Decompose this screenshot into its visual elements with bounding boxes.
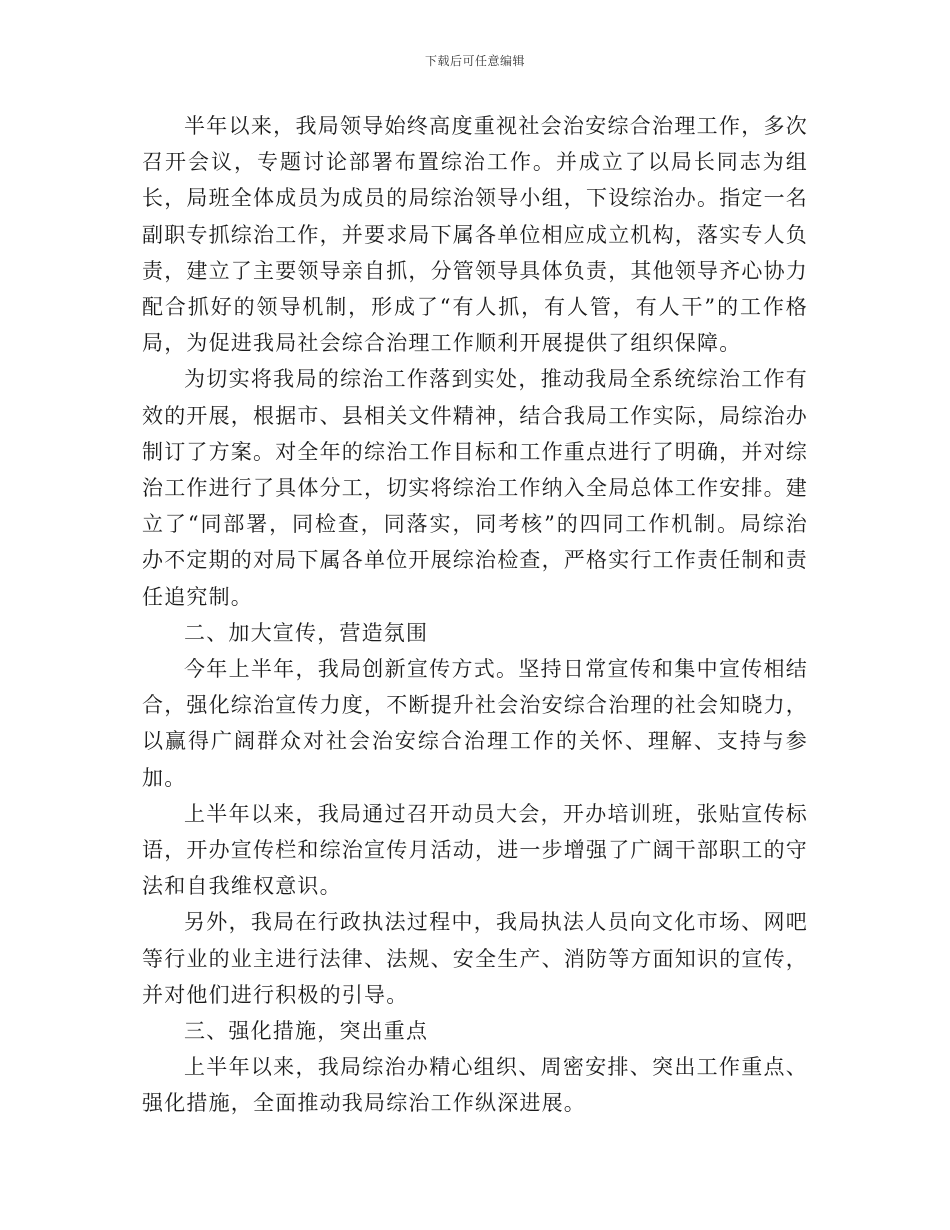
document-body — [142, 108, 808, 1122]
paragraph-6: 上半年以来，我局综治办精心组织、周密安排、突出工作重点、强化措施，全面推动我局综治工作纵深进展。 — [142, 1055, 808, 1116]
page-header: 下载后可任意编辑 — [424, 54, 525, 68]
section-heading-3: 三、强化措施，突出重点 — [184, 1019, 429, 1044]
paragraph-3: 今年上半年，我局创新宣传方式。坚持日常宣传和集中宣传相结合，强化综治宣传力度，不断提升社会治安综合治理的社会知晓力，以赢得广阔群众对社会治安综合治理工作的关怀、理解、支持与参加。 — [142, 657, 808, 790]
paragraph-1: 半年以来，我局领导始终高度重视社会治安综合治理工作，多次召开会议，专题讨论部署布置综治工作。并成立了以局长同志为组长，局班全体成员为成员的局综治领导小组，下设综治办。指定一名副职专抓综治工作，并要求局下属各单位相应成立机构，落实专人负责，建立了主要领导亲自抓，分管领导具体负责，其他领导齐心协力配合抓好的领导机制，形成了“有人抓，有人管，有人干”的工作格局，为促进我局社会综合治理工作顺利开展提供了组织保障。 — [142, 114, 808, 356]
paragraph-5: 另外，我局在行政执法过程中，我局执法人员向文化市场、网吧等行业的业主进行法律、法规、安全生产、消防等方面知识的宣传，并对他们进行积极的引导。 — [142, 910, 808, 1007]
paragraph-2: 为切实将我局的综治工作落到实处，推动我局全系统综治工作有效的开展，根据市、县相关文件精神，结合我局工作实际，局综治办制订了方案。对全年的综治工作目标和工作重点进行了明确，并对综治工作进行了具体分工，切实将综治工作纳入全局总体工作安排。建立了“同部署，同检查，同落实，同考核”的四同工作机制。局综治办不定期的对局下属各单位开展综治检查，严格实行工作责任制和责任追究制。 — [142, 367, 808, 609]
section-heading-2: 二、加大宣传，营造氛围 — [184, 620, 429, 645]
paragraph-4: 上半年以来，我局通过召开动员大会，开办培训班，张贴宣传标语，开办宣传栏和综治宣传月活动，进一步增强了广阔干部职工的守法和自我维权意识。 — [142, 801, 808, 899]
